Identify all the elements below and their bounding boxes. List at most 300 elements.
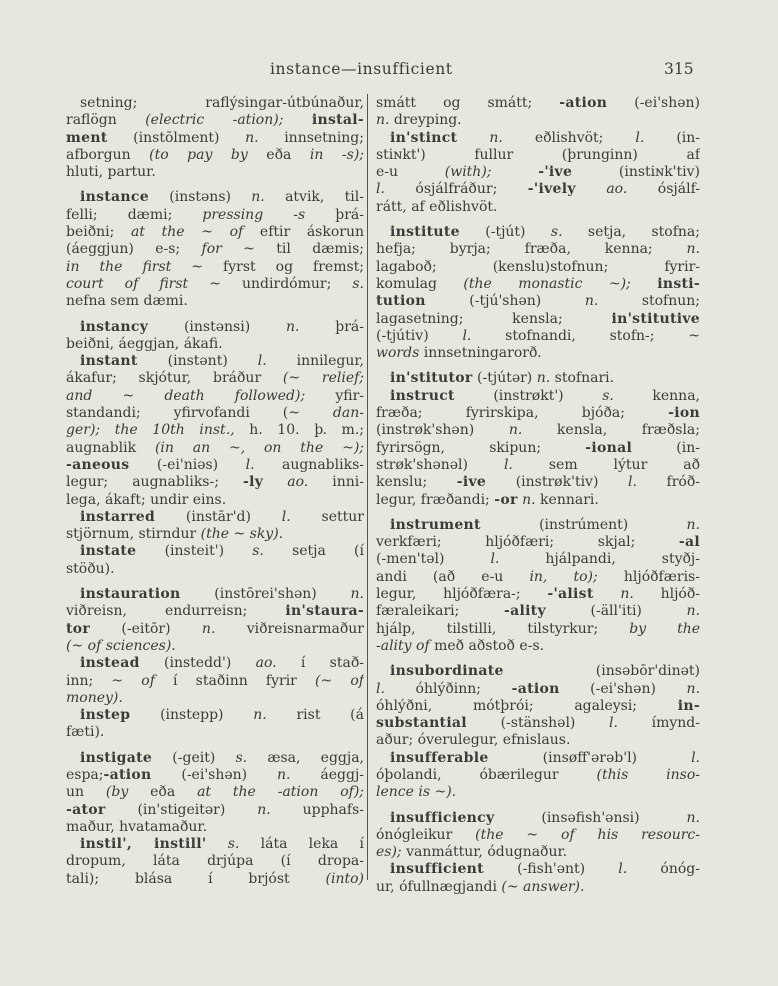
italic-text: n. (376, 112, 390, 129)
column-divider (367, 94, 368, 880)
entry-line (376, 422, 700, 439)
headword: instigate (80, 749, 153, 766)
dictionary-entry (66, 95, 364, 181)
text: kennari. (535, 491, 599, 508)
headword: insufferable (390, 749, 489, 766)
text: þrá- (299, 318, 364, 335)
entry-line (376, 638, 700, 655)
text: fróð- (636, 474, 700, 491)
entry-line (376, 715, 700, 732)
text (631, 276, 657, 292)
text: stofnandi, stofn-; ~ (471, 327, 700, 344)
italic-text: l. (376, 181, 385, 198)
italic-text: -ality of (376, 637, 430, 654)
text: (in'stigeitər) (105, 801, 258, 818)
text: stofnun; (598, 293, 700, 310)
headword: -'ive (538, 164, 573, 181)
italic-text: at the -ation of); (197, 784, 364, 801)
italic-text: (~ of (315, 672, 364, 689)
italic-text: ~ dan- (288, 405, 364, 422)
text: ónóg- (627, 861, 700, 878)
headword: -al (678, 534, 700, 551)
text: stiɴkt') fullur (þrunginn) af (376, 146, 700, 163)
text: (instepp) (130, 707, 254, 724)
text: fæti). (66, 724, 105, 741)
text: stofnari. (550, 370, 615, 387)
entry-line (376, 551, 700, 568)
text: vanmáttur, ódugnaður. (401, 844, 568, 861)
text: fyrirsögn, skipun; (376, 439, 586, 456)
headword: -ation (103, 766, 152, 783)
text: eðlishvöt; (502, 129, 636, 146)
headword: ment (66, 129, 108, 146)
entry-line (376, 147, 700, 164)
text: fyrst og fremst; (203, 258, 364, 275)
headword: -ation (511, 680, 560, 697)
entry-line (376, 492, 700, 509)
text: smátt og smátt; (376, 95, 560, 111)
italic-text: es); (376, 844, 402, 861)
entry-line (376, 844, 700, 861)
headword: -ion (668, 405, 700, 422)
entry-line (376, 164, 700, 181)
text: eða (247, 146, 310, 163)
italic-text: at the ~ of (131, 224, 244, 241)
text: (insøff'ərəb'l) (488, 749, 692, 766)
text: ósjálfráður; (384, 181, 528, 198)
entry-line (66, 147, 364, 164)
entry-line (376, 328, 700, 345)
dictionary-entry (66, 319, 364, 354)
entry-line (66, 440, 364, 457)
headword: in'staura- (285, 603, 364, 620)
text: færaleikari; (376, 603, 504, 620)
entry-line (376, 698, 700, 715)
text: un (66, 784, 106, 801)
italic-text: l. (628, 474, 637, 491)
text: æsa, eggja, (247, 749, 364, 766)
text: (-geit) (152, 749, 236, 766)
italic-text: n. (584, 293, 599, 310)
italic-text: pressing -s (202, 206, 306, 223)
entry-line (66, 207, 364, 224)
text: ur, ófullnægjandi (376, 878, 502, 895)
headword: instil', instill' (80, 836, 207, 853)
entry-line (66, 767, 364, 784)
entry-line (66, 319, 364, 336)
italic-text: words (376, 345, 420, 362)
headword: -ation (559, 95, 608, 111)
entry-line (376, 259, 700, 276)
text: (-tjú'shən) (425, 293, 585, 310)
italic-text: (into) (325, 870, 364, 887)
text (100, 422, 115, 438)
entry-line (376, 534, 700, 551)
dictionary-entry (66, 707, 364, 742)
entry-line (376, 621, 700, 638)
text: (-ei'shən) (559, 680, 687, 697)
italic-text: (~ relief; (282, 370, 364, 387)
italic-text: l. (257, 353, 267, 370)
entry-line (376, 440, 700, 457)
italic-text: and ~ death followed); (66, 387, 306, 404)
text: (insəfish'ənsi) (494, 809, 687, 826)
entry-line (376, 681, 700, 698)
text: atvik, til- (264, 189, 364, 206)
text: í staðinn fyrir (154, 672, 316, 689)
text: hljóðfæris- (597, 568, 700, 585)
text: andi (að e-u (376, 568, 530, 585)
text (492, 164, 539, 180)
entry-line (66, 241, 364, 258)
text: beiðni, áeggjan, ákafi. (66, 335, 223, 352)
text: dropum, láta drjúpa (í dropa- (66, 853, 364, 870)
text: felli; dæmi; (66, 206, 203, 223)
italic-text: (~ answer). (501, 878, 585, 895)
italic-text: n. (686, 603, 700, 620)
headword: instauration (80, 586, 181, 603)
entry-line (376, 663, 700, 680)
text (594, 586, 621, 602)
text: (in- (632, 439, 700, 456)
text: ákafur; skjótur, bráður (66, 370, 283, 387)
text: áeggj- (290, 766, 364, 783)
text: (-ei'shən) (607, 95, 700, 111)
text: innilegur, (266, 353, 364, 370)
italic-text: ao. (255, 655, 277, 672)
entry-line (66, 224, 364, 241)
italic-text: court of first ~ (66, 275, 221, 292)
headword: -ional (585, 439, 633, 456)
italic-text: s. (235, 749, 248, 766)
text: afborgun (66, 146, 150, 163)
dictionary-entry (376, 130, 700, 216)
entry-line (376, 224, 700, 241)
entry-line (376, 784, 700, 801)
dictionary-entry (66, 836, 364, 888)
text: (instōlment) (107, 129, 246, 146)
entry-line (66, 276, 364, 293)
headword: instead (80, 655, 140, 672)
entry-line (376, 181, 700, 198)
dictionary-entry (66, 750, 364, 836)
text: (-men'təl) (376, 551, 491, 568)
italic-text: n. (251, 189, 265, 206)
headword: insufficiency (390, 809, 495, 826)
entry-line (66, 112, 364, 129)
text: inn; (66, 672, 112, 689)
text: (instrøk'tiv) (486, 474, 628, 491)
headword: in'stinct (390, 129, 458, 146)
entry-line (376, 517, 700, 534)
italic-text: s. (550, 224, 563, 241)
headword: tution (376, 293, 426, 310)
text: (instəns) (148, 189, 252, 206)
text: verkfæri; hljóðfæri; skjal; (376, 534, 679, 551)
headword: -ive (456, 474, 487, 491)
entry-line (66, 621, 364, 638)
text: legur, fræðandi; (376, 491, 495, 508)
text: setja, stofna; (562, 224, 700, 241)
text: raflögn (66, 112, 146, 129)
dictionary-entry (376, 370, 700, 387)
headword: -aneous (66, 456, 130, 473)
italic-text: n. (536, 370, 551, 387)
italic-text: s. (227, 836, 240, 853)
entry-line (376, 732, 700, 749)
entry-line (376, 95, 700, 112)
entry-line (376, 586, 700, 603)
dictionary-entry (376, 224, 700, 362)
text: h. 10. þ. m.; (234, 422, 364, 439)
headword: instate (80, 543, 137, 560)
entry-line (376, 130, 700, 147)
italic-text: l. (618, 861, 628, 878)
text: hefja; byrja; fræða, kenna; (376, 241, 687, 258)
entry-line (66, 388, 364, 405)
entry-line (66, 474, 364, 491)
entry-line (66, 561, 364, 578)
dictionary-entry (376, 861, 700, 896)
text: (instedd') (139, 655, 256, 672)
italic-text: for ~ (201, 241, 255, 258)
italic-text: in, to); (529, 568, 598, 585)
entry-line (376, 311, 700, 328)
text: strøk'shənəl) (376, 456, 504, 473)
italic-text: lence is ~). (376, 784, 457, 801)
dictionary-entry (376, 388, 700, 509)
text: kensla, fræðsla; (522, 422, 700, 439)
dictionary-entry (66, 189, 364, 310)
headword: -ator (66, 801, 106, 818)
italic-text: n. (686, 241, 700, 258)
italic-text: n. (277, 766, 291, 783)
entry-line (66, 673, 364, 690)
text: (instōrei'shən) (180, 586, 351, 603)
text: yfir- (305, 387, 364, 404)
italic-text: (in an ~, on the ~); (154, 439, 364, 456)
dictionary-entry (376, 810, 700, 862)
entry-line (66, 750, 364, 767)
text: ónógleikur (376, 826, 476, 843)
text: aður; óverulegur, efnislaus. (376, 732, 571, 749)
text: ímynd- (617, 715, 700, 732)
text (283, 112, 311, 128)
text (263, 474, 287, 490)
entry-line (66, 164, 364, 181)
text (207, 836, 228, 852)
text: óhlýðni, mótþrói; agaleysi; (376, 697, 678, 714)
dictionary-entry (66, 353, 364, 509)
text: eða (128, 784, 198, 801)
text: (-tjútiv) (376, 327, 463, 344)
text: þrá- (305, 206, 364, 223)
italic-text: in the first ~ (66, 258, 204, 275)
italic-text: s. (352, 275, 364, 292)
italic-text: n. (686, 516, 700, 533)
headword: in- (677, 697, 700, 714)
entry-line (66, 784, 364, 801)
text: (in- (644, 129, 700, 146)
entry-line (376, 827, 700, 844)
text: (áeggjun) e-s; (66, 241, 202, 258)
text: viðreisnarmaður (215, 620, 364, 637)
text: fræða; fyrirskipa, bjóða; (376, 405, 669, 422)
headword: -ly (243, 474, 264, 491)
italic-text: in -s); (309, 146, 364, 163)
italic-text: (the ~ sky). (200, 526, 284, 543)
text: tali); blása í brjóst (66, 870, 326, 887)
text: (instrøkt') (454, 387, 603, 404)
text: sem lýtur að (512, 456, 700, 473)
text: beiðni; (66, 224, 132, 241)
headword: in'stitutor (390, 370, 473, 387)
headword: institute (390, 224, 460, 241)
text: til dæmis; (254, 241, 364, 258)
entry-line (66, 836, 364, 853)
headword: substantial (376, 715, 467, 732)
text: með aðstoð e-s. (429, 637, 545, 654)
text: nefna sem dæmi. (66, 293, 188, 310)
text: (-tjút) (459, 224, 551, 241)
entry-line (376, 276, 700, 293)
entry-line (376, 767, 700, 784)
italic-text: s. (602, 387, 614, 404)
italic-text: l. (245, 456, 255, 473)
dictionary-entry (66, 586, 364, 655)
dictionary-entry (376, 517, 700, 655)
entry-line (66, 853, 364, 870)
italic-text: (~ of sciences). (66, 637, 176, 654)
entry-line (376, 474, 700, 491)
dictionary-entry (66, 543, 364, 578)
text: hljóð- (633, 586, 700, 603)
italic-text: n. (245, 129, 259, 146)
entry-line (66, 724, 364, 741)
text: (-ei'shən) (151, 766, 278, 783)
entry-line (376, 293, 700, 310)
italic-text: (this inso- (596, 766, 700, 783)
text: ósjálf- (627, 181, 700, 198)
italic-text: (the ~ of his resourc- (475, 826, 700, 843)
headword: insti- (657, 275, 700, 292)
entry-line (66, 655, 364, 672)
italic-text: l. (503, 456, 513, 473)
italic-text: l. (281, 508, 291, 525)
text: (instənsi) (148, 318, 286, 335)
headword: instep (80, 707, 131, 724)
text: augnabliks- (254, 456, 364, 473)
italic-text: money). (66, 689, 123, 706)
text: í stað- (276, 655, 364, 672)
headword: instrument (390, 516, 481, 533)
text (457, 130, 489, 146)
entry-line (376, 370, 700, 387)
entry-line (66, 586, 364, 603)
italic-text: n. (620, 586, 634, 603)
entry-line (376, 569, 700, 586)
entry-line (66, 405, 364, 422)
entry-line (66, 802, 364, 819)
headword: -ality (503, 603, 546, 620)
entry-line (376, 405, 700, 422)
text: innsetningarorð. (419, 345, 542, 362)
dictionary-entry (376, 95, 700, 130)
text: innsetning; (258, 129, 364, 146)
entry-line (66, 353, 364, 370)
entry-line (66, 189, 364, 206)
text: legur, hljóðfæra-; (376, 586, 548, 603)
entry-line (66, 293, 364, 310)
italic-text: n. (522, 491, 536, 508)
headword: instruct (390, 387, 455, 404)
headword: tor (66, 620, 91, 637)
entry-line (376, 112, 700, 129)
text: (instiɴk'tiv) (572, 164, 700, 181)
text: lega, ákaft; undir eins. (66, 491, 227, 508)
text: (insteit') (136, 543, 253, 560)
text: (-äll'iti) (545, 603, 687, 620)
entry-line (66, 526, 364, 543)
entry-line (66, 422, 364, 439)
entry-line (66, 819, 364, 836)
dictionary-entry (66, 655, 364, 707)
text: rist (á (266, 707, 364, 724)
text: (instrúment) (480, 516, 687, 533)
headword: in'stitutive (611, 310, 700, 327)
italic-text: n. (285, 318, 300, 335)
text: óhlýðinn; (384, 680, 512, 697)
text: (-fish'ənt) (483, 861, 619, 878)
text: kenna, (613, 387, 700, 404)
italic-text: n. (257, 801, 271, 818)
text: (-ei'niəs) (129, 456, 246, 473)
italic-text: l. (691, 749, 700, 766)
italic-text: l. (376, 680, 385, 697)
entry-line (376, 199, 700, 216)
text: espa; (66, 766, 104, 783)
headword: -'alist (547, 586, 594, 603)
page-number: 315 (664, 60, 694, 78)
text: hjálp, tilstilli, tilstyrkur; (376, 620, 630, 637)
text: láta leka í (239, 836, 364, 853)
text: augnablik (66, 439, 155, 456)
italic-text: (by (105, 784, 129, 801)
text: (-stänshəl) (466, 715, 610, 732)
text: lagasetning; kensla; (376, 310, 612, 327)
left-column (66, 95, 364, 888)
italic-text: ao. (606, 181, 628, 198)
text: (-eitōr) (90, 620, 202, 637)
headword: insufficient (390, 861, 484, 878)
text: (instənt) (137, 353, 258, 370)
italic-text: (to pay by (149, 146, 248, 163)
text: (instrøk'shən) (376, 422, 509, 439)
entry-line (66, 370, 364, 387)
entry-line (66, 603, 364, 620)
text: (instār'd) (155, 508, 282, 525)
entry-line (376, 388, 700, 405)
italic-text: l. (462, 327, 472, 344)
italic-text: by the (629, 620, 700, 637)
headword: instant (80, 353, 138, 370)
entry-line (66, 457, 364, 474)
text: kenslu; (376, 474, 457, 491)
entry-line (376, 603, 700, 620)
entry-line (66, 130, 364, 147)
text (576, 181, 607, 197)
headword: instarred (80, 508, 156, 525)
